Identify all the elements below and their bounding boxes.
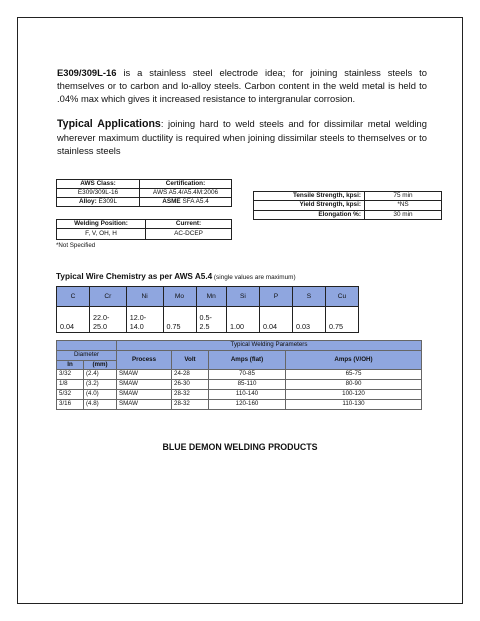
welding-cell-mm: (2.4) [84,370,117,380]
product-name: E309/309L-16 [57,67,117,78]
property-label: Yield Strength, kpsi: [254,201,365,210]
welding-row [57,399,422,409]
welding-cell-amps-voh: 65-75 [286,370,422,380]
chem-value: 1.00 [226,307,259,333]
alloy-cell [57,198,140,207]
chemistry-title: Typical Wire Chemistry as per AWS A5.4 [56,272,213,281]
intro-text: is a stainless steel electrode idea; for joining stainless steels to themselves or to carbon and lo-alloy steels. Carbon content in the weld metal is held to .04% max which gives it increased resistance to intergranular corrosion. [57,67,427,105]
asme-value: SFA A5.4 [182,198,209,205]
chem-value: 0.04 [259,307,292,333]
welding-cell-amps-flat: 120-160 [209,399,286,409]
chemistry-subtitle: (single values are maximum) [212,274,296,281]
applications-text: : joining hard to weld steels and for dissimilar metal welding wherever maximum ductility is required when joining dissimilar steels to themselves or to stainless steels [57,118,427,157]
chem-header: S [292,287,325,307]
welding-cell-in: 3/32 [57,370,84,380]
alloy-value: E309L [98,198,118,205]
spec-table [56,179,232,207]
welding-cell-amps-flat: 70-85 [209,370,286,380]
welding-cell-in: 1/8 [57,380,84,390]
company-name: BLUE DEMON WELDING PRODUCTS [162,442,318,452]
aws-class-label: AWS Class: [57,180,140,189]
applications-heading: Typical Applications [57,118,161,130]
welding-row [57,389,422,399]
property-value: 30 min [365,210,442,219]
welding-cell-process: SMAW [117,399,172,409]
cert-value: AWS A5.4/A5.4M:2006 [140,189,232,198]
chem-value: 0.5- 2.5 [196,307,226,333]
property-label: Tensile Strength, kpsi: [254,192,365,201]
current-value: AC-DCEP [146,229,232,240]
property-row [254,192,442,201]
mm-label: (mm) [84,360,117,370]
property-value: 75 min [365,192,442,201]
cert-label: Certification: [140,180,232,189]
chem-header: Cu [325,287,358,307]
welding-row [57,380,422,390]
applications-paragraph [57,117,427,158]
welding-cell-volt: 24-28 [172,370,209,380]
position-table [56,219,232,240]
chem-header: Si [226,287,259,307]
chem-header: Ni [126,287,163,307]
chem-value: 12.0- 14.0 [126,307,163,333]
properties-table [253,191,442,220]
aws-class-value: E309/309L-16 [57,189,140,198]
chemistry-table [56,286,359,333]
welding-cell-process: SMAW [117,370,172,380]
asme-label: ASME [162,198,181,205]
property-row [254,210,442,219]
welding-table [56,340,422,410]
welding-cell-volt: 26-30 [172,380,209,390]
welding-cell-amps-voh: 80-90 [286,380,422,390]
chem-value: 0.03 [292,307,325,333]
intro-paragraph [57,66,427,106]
in-label: In [57,360,84,370]
welding-cell-amps-voh: 110-130 [286,399,422,409]
welding-row [57,370,422,380]
property-value: *NS [365,201,442,210]
welding-cell-in: 3/16 [57,399,84,409]
chemistry-title-line [56,272,296,281]
welding-cell-amps-flat: 110-140 [209,389,286,399]
chem-header: Mn [196,287,226,307]
alloy-label: Alloy: [78,198,97,205]
welding-cell-amps-voh: 100-120 [286,389,422,399]
chem-header: Mo [163,287,196,307]
welding-cell-mm: (4.8) [84,399,117,409]
welding-cell-mm: (4.0) [84,389,117,399]
property-label: Elongation %: [254,210,365,219]
chem-value: 0.04 [57,307,90,333]
welding-cell-volt: 28-32 [172,399,209,409]
welding-cell-mm: (3.2) [84,380,117,390]
not-specified-note: *Not Specified [56,242,96,249]
chem-header: Cr [90,287,127,307]
asme-cell [140,198,232,207]
amps-flat-label: Amps (flat) [209,350,286,370]
diameter-label: Diameter [57,350,117,360]
welding-title: Typical Welding Parameters [117,341,422,351]
amps-voh-label: Amps (V/OH) [286,350,422,370]
process-label: Process [117,350,172,370]
welding-cell-process: SMAW [117,389,172,399]
chem-value: 0.75 [325,307,358,333]
volt-label: Volt [172,350,209,370]
position-value: F, V, OH, H [57,229,146,240]
welding-cell-process: SMAW [117,380,172,390]
position-label: Welding Position: [57,220,146,229]
property-row [254,201,442,210]
welding-cell-in: 5/32 [57,389,84,399]
chem-value: 0.75 [163,307,196,333]
current-label: Current: [146,220,232,229]
chem-header: P [259,287,292,307]
welding-cell-amps-flat: 85-110 [209,380,286,390]
welding-cell-volt: 28-32 [172,389,209,399]
chem-value: 22.0- 25.0 [90,307,127,333]
chem-header: C [57,287,90,307]
